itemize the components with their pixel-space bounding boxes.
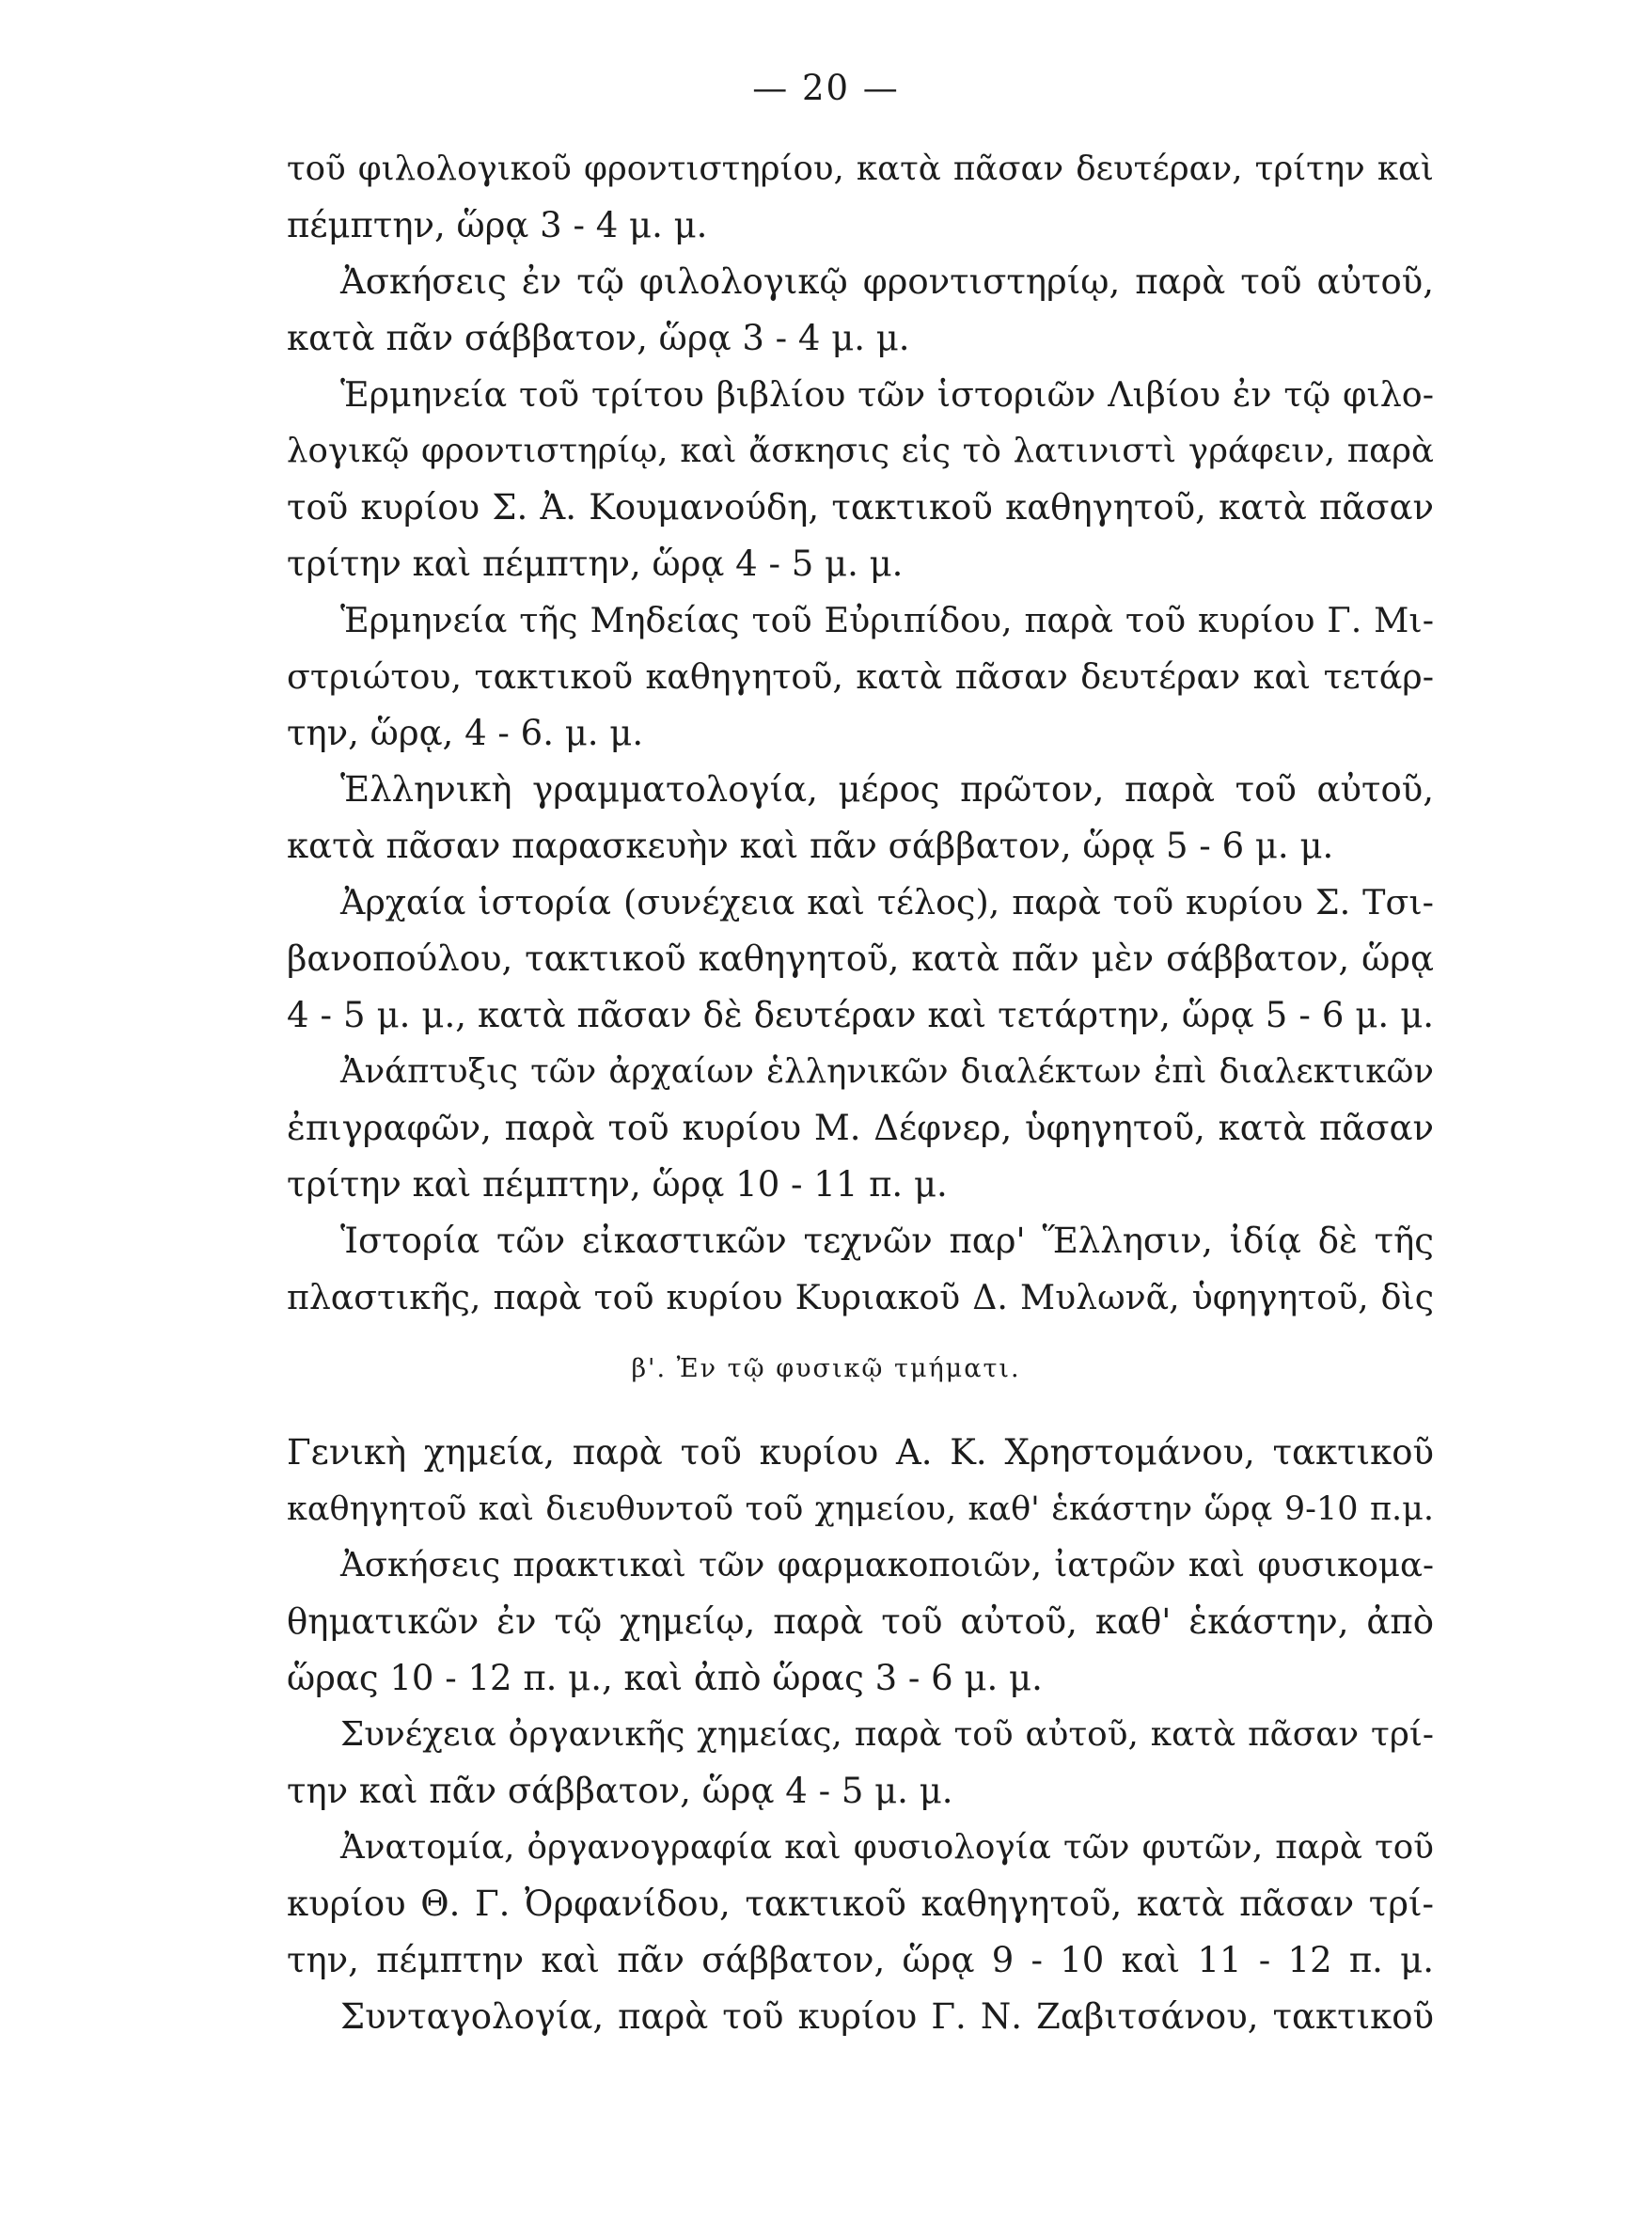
text-line: Ἱστορία τῶν εἰκαστικῶν τεχνῶν παρ' Ἕλλησιν, ἰδίᾳ δὲ τῆς bbox=[340, 1221, 1434, 1261]
text-line: Γενικὴ χημεία, παρὰ τοῦ κυρίου Α. Κ. Χρηστομάνου, τακτικοῦ bbox=[287, 1432, 1434, 1473]
text-line: ὥρας 10 - 12 π. μ., καὶ ἀπὸ ὥρας 3 - 6 μ. μ. bbox=[287, 1658, 1043, 1698]
text-line: την, ὥρᾳ, 4 - 6. μ. μ. bbox=[287, 713, 644, 753]
text-line: Συνέχεια ὀργανικῆς χημείας, παρὰ τοῦ αὐτοῦ, κατὰ πᾶσαν τρί- bbox=[340, 1715, 1434, 1754]
text-line: τοῦ κυρίου Σ. Ἀ. Κουμανούδη, τακτικοῦ καθηγητοῦ, κατὰ πᾶσαν bbox=[287, 487, 1434, 528]
text-line: Συνταγολογία, παρὰ τοῦ κυρίου Γ. Ν. Ζαβιτσάνου, τακτικοῦ bbox=[340, 1996, 1434, 2037]
text-line: Ἑλληνικὴ γραμματολογία, μέρος πρῶτον, παρὰ τοῦ αὐτοῦ, bbox=[340, 769, 1434, 810]
page-number: — 20 — bbox=[752, 68, 900, 108]
text-line: την, πέμπτην καὶ πᾶν σάββατον, ὥρᾳ 9 - 10 καὶ 11 - 12 π. μ. bbox=[287, 1940, 1434, 1980]
text-line: πέμπτην, ὥρᾳ 3 - 4 μ. μ. bbox=[287, 205, 708, 245]
text-line: Ἀνατομία, ὀργανογραφία καὶ φυσιολογία τῶν φυτῶν, παρὰ τοῦ bbox=[340, 1828, 1434, 1867]
text-line: Ἀνάπτυξις τῶν ἀρχαίων ἑλληνικῶν διαλέκτων ἐπὶ διαλεκτικῶν bbox=[340, 1052, 1434, 1091]
text-line: Ἀσκήσεις πρακτικαὶ τῶν φαρμακοποιῶν, ἰατρῶν καὶ φυσικομα- bbox=[340, 1546, 1434, 1584]
text-line: καθηγητοῦ καὶ διευθυντοῦ τοῦ χημείου, καθ' ἑκάστην ὥρᾳ 9-10 π.μ. bbox=[287, 1489, 1434, 1528]
text-line: Ἀρχαία ἱστορία (συνέχεια καὶ τέλος), παρὰ τοῦ κυρίου Σ. Τσι- bbox=[340, 882, 1434, 922]
text-line: τρίτην καὶ πέμπτην, ὥρᾳ 4 - 5 μ. μ. bbox=[287, 544, 904, 584]
text-line: θηματικῶν ἐν τῷ χημείῳ, παρὰ τοῦ αὐτοῦ, καθ' ἑκάστην, ἀπὸ bbox=[287, 1601, 1434, 1642]
text-line: στριώτου, τακτικοῦ καθηγητοῦ, κατὰ πᾶσαν δευτέραν καὶ τετάρ- bbox=[287, 656, 1434, 697]
text-line: Ἀσκήσεις ἐν τῷ φιλολογικῷ φροντιστηρίῳ, παρὰ τοῦ αὐτοῦ, bbox=[340, 261, 1434, 302]
text-line: την καὶ πᾶν σάββατον, ὥρᾳ 4 - 5 μ. μ. bbox=[287, 1771, 953, 1811]
text-line: κυρίου Θ. Γ. Ὀρφανίδου, τακτικοῦ καθηγητοῦ, κατὰ πᾶσαν τρί- bbox=[287, 1883, 1434, 1924]
text-line: ἐπιγραφῶν, παρὰ τοῦ κυρίου Μ. Δέφνερ, ὑφηγητοῦ, κατὰ πᾶσαν bbox=[287, 1108, 1434, 1148]
text-line: τοῦ φιλολογικοῦ φροντιστηρίου, κατὰ πᾶσαν δευτέραν, τρίτην καὶ bbox=[287, 150, 1434, 188]
text-line: Ἑρμηνεία τοῦ τρίτου βιβλίου τῶν ἱστοριῶν Λιβίου ἐν τῷ φιλο- bbox=[340, 374, 1434, 415]
text-line: τρίτην καὶ πέμπτην, ὥρᾳ 10 - 11 π. μ. bbox=[287, 1164, 948, 1205]
text-line: λογικῷ φροντιστηρίῳ, καὶ ἄσκησις εἰς τὸ λατινιστὶ γράφειν, παρὰ bbox=[287, 432, 1434, 470]
section-heading: β'. Ἐν τῷ φυσικῷ τμήματι. bbox=[631, 1354, 1021, 1383]
text-line: 4 - 5 μ. μ., κατὰ πᾶσαν δὲ δευτέραν καὶ τετάρτην, ὥρᾳ 5 - 6 μ. μ. bbox=[287, 995, 1434, 1035]
text-line: πλαστικῆς, παρὰ τοῦ κυρίου Κυριακοῦ Δ. Μυλωνᾶ, ὑφηγητοῦ, δὶς bbox=[287, 1277, 1434, 1317]
text-line: κατὰ πᾶσαν παρασκευὴν καὶ πᾶν σάββατον, ὥρᾳ 5 - 6 μ. μ. bbox=[287, 826, 1334, 866]
text-line: βανοπούλου, τακτικοῦ καθηγητοῦ, κατὰ πᾶν μὲν σάββατον, ὥρᾳ bbox=[287, 938, 1434, 979]
text-line: κατὰ πᾶν σάββατον, ὥρᾳ 3 - 4 μ. μ. bbox=[287, 318, 910, 358]
text-line: Ἑρμηνεία τῆς Μηδείας τοῦ Εὐριπίδου, παρὰ τοῦ κυρίου Γ. Μι- bbox=[340, 600, 1434, 640]
